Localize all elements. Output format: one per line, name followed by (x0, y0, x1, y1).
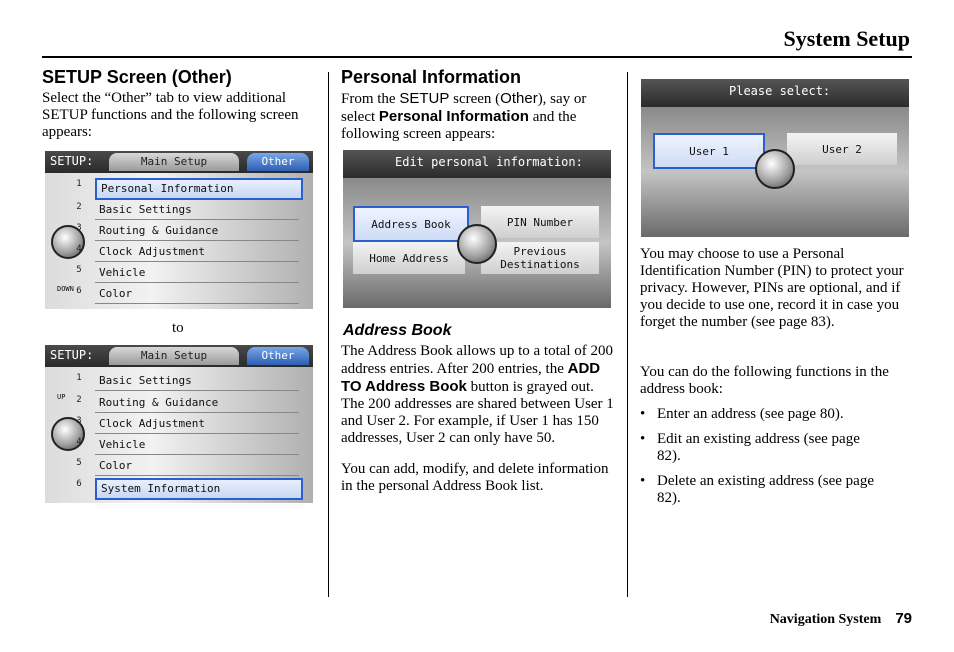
item-number: 4 (76, 437, 82, 447)
menu-item-vehicle: Vehicle (95, 264, 299, 283)
previous-destinations-option: Previous Destinations (481, 242, 599, 274)
function-list (640, 406, 880, 515)
joystick-knob-icon (755, 149, 795, 189)
tab-other: Other (247, 347, 309, 365)
setup-other-screen-1 (45, 151, 313, 309)
menu-item-color: Color (95, 285, 299, 304)
screen-body (45, 367, 313, 503)
col2-para2: You can add, modify, and delete information in the personal Address Book list. (341, 461, 609, 494)
page-number: 79 (895, 610, 912, 627)
screen-title: Please select: (641, 79, 909, 107)
text-run: The Address Book allows up to a total of 200 address entries. After 200 entries, the (341, 343, 614, 377)
list-item: • Delete an existing address (see page 82). (640, 473, 880, 507)
item-number: 2 (76, 202, 82, 212)
up-arrow-label: UP (57, 393, 66, 401)
text-add-to-address-book: ADD TO Address Book (341, 360, 601, 395)
menu-item-clock-adjustment: Clock Adjustment (95, 415, 299, 434)
menu-item-system-information: System Information (95, 478, 303, 500)
text-personal-information: Personal Information (378, 108, 529, 125)
screen-title: SETUP: (50, 348, 94, 362)
section-heading-setup-other: SETUP Screen (Other) (42, 67, 232, 87)
screen-body (45, 173, 313, 309)
menu-item-color: Color (95, 457, 299, 476)
subheading-address-book: Address Book (343, 322, 452, 339)
footer-label: Navigation System (769, 612, 882, 627)
home-address-option: Home Address (353, 242, 465, 274)
text-run: and the following screen appears: (341, 109, 577, 142)
item-number: 1 (76, 179, 82, 189)
header-rule (42, 56, 912, 58)
page-title: System Setup (783, 26, 910, 51)
text-run: screen ( (449, 91, 501, 107)
menu-item-routing-guidance: Routing & Guidance (95, 222, 299, 241)
tab-other: Other (247, 153, 309, 171)
footer (770, 610, 912, 628)
screen-title: SETUP: (50, 154, 94, 168)
col3-para2: You can do the following functions in the address book: (640, 364, 889, 397)
to-label: to (172, 320, 184, 336)
item-number: 5 (76, 265, 82, 275)
item-number: 4 (76, 244, 82, 254)
tab-main-setup: Main Setup (109, 153, 239, 171)
screen-title-bar (45, 345, 313, 367)
item-number: 2 (76, 395, 82, 405)
menu-item-basic-settings: Basic Settings (95, 372, 299, 391)
column-divider-1 (328, 72, 329, 597)
menu-item-vehicle: Vehicle (95, 436, 299, 455)
screen-title-bar (45, 151, 313, 173)
item-number: 3 (76, 223, 82, 233)
menu-item-personal-information: Personal Information (95, 178, 303, 200)
user-select-screen (641, 79, 909, 237)
col3-para1: You may choose to use a Personal Identification Number (PIN) to protect your privacy. However, PINs are optional, and if you decide to use one, record it in case you forget the number (see page 83). (640, 246, 904, 330)
setup-other-screen-2 (45, 345, 313, 503)
menu-item-clock-adjustment: Clock Adjustment (95, 243, 299, 262)
item-number: 3 (76, 416, 82, 426)
screen-title: Edit personal information: (343, 150, 611, 178)
menu-item-routing-guidance: Routing & Guidance (95, 394, 299, 413)
section-heading-personal-information: Personal Information (341, 67, 522, 87)
menu-item-basic-settings: Basic Settings (95, 201, 299, 220)
text-other: Other (500, 90, 538, 107)
col1-intro: Select the “Other” tab to view additional SETUP functions and the following screen appears: (42, 90, 299, 140)
text-run: ), say or select (341, 91, 587, 125)
tab-main-setup: Main Setup (109, 347, 239, 365)
list-item: • Edit an existing address (see page 82). (640, 431, 880, 465)
text-setup: SETUP (399, 90, 450, 107)
joystick-knob-icon (457, 224, 497, 264)
col2-intro (341, 90, 616, 143)
address-book-option: Address Book (353, 206, 469, 242)
column-divider-2 (627, 72, 628, 597)
edit-personal-info-screen (343, 150, 611, 308)
list-item: • Enter an address (see page 80). (640, 406, 880, 423)
pin-number-option: PIN Number (481, 206, 599, 238)
down-arrow-label: DOWN (57, 285, 74, 293)
col2-para1 (341, 343, 616, 447)
screen-body (343, 178, 611, 308)
text-run: From the (341, 91, 400, 107)
text-run: button is grayed out. The 200 addresses are shared between User 1 and User 2. For example, if User 1 has 150 addresses, User 2 can only have 50. (341, 379, 614, 446)
item-number: 1 (76, 373, 82, 383)
user-1-option: User 1 (653, 133, 765, 169)
user-2-option: User 2 (787, 133, 897, 165)
item-number: 6 (76, 286, 82, 296)
screen-body (641, 107, 909, 237)
item-number: 5 (76, 458, 82, 468)
item-number: 6 (76, 479, 82, 489)
